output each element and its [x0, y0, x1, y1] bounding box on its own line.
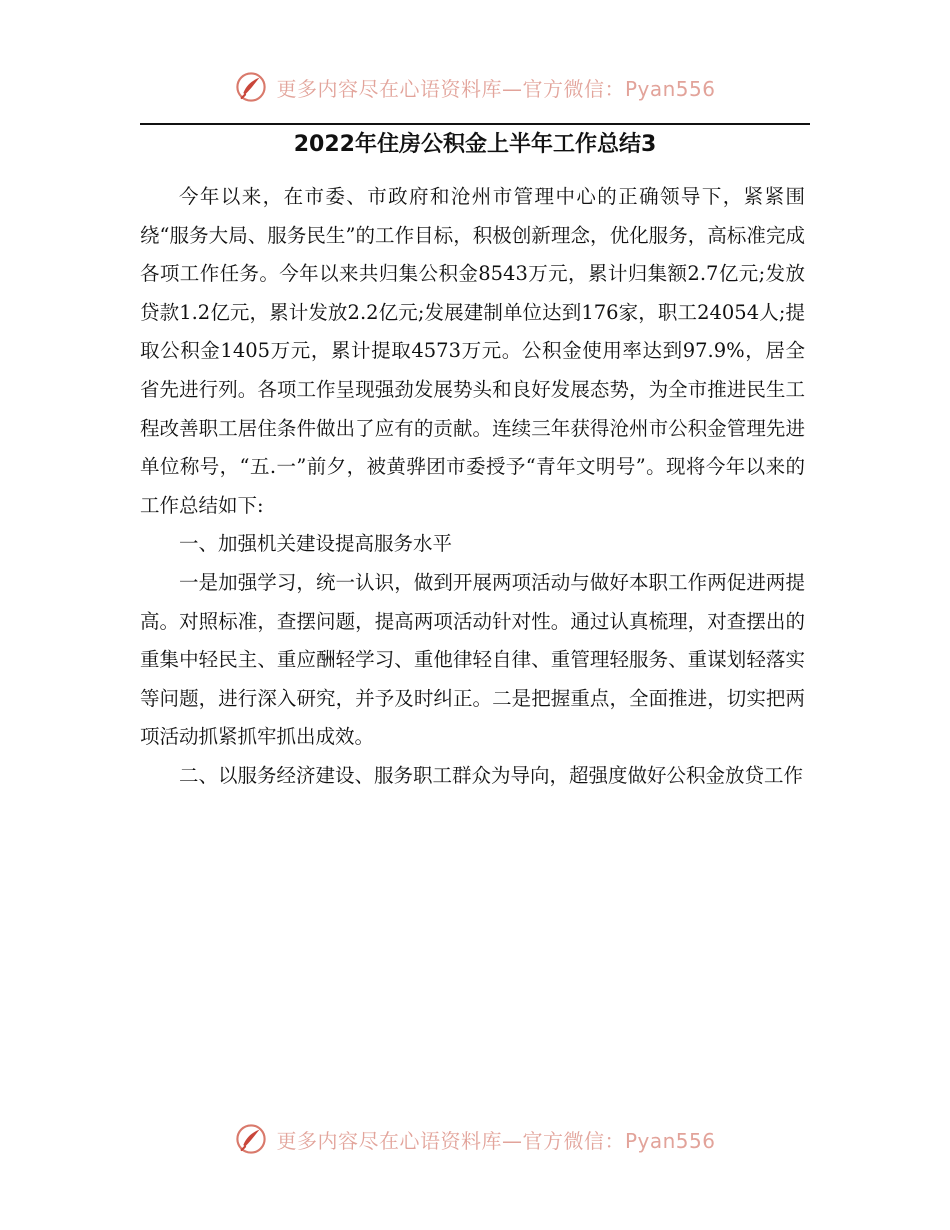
- section-heading-1: 一、加强机关建设提高服务水平: [179, 532, 453, 556]
- section-heading-2: 二、以服务经济建设、服务职工群众为导向，超强度做好公积金放贷工作: [179, 763, 804, 787]
- footer-banner: [0, 1122, 950, 1156]
- header-banner-text: 更多内容尽在心语资料库—官方微信：Pyan556: [276, 76, 716, 101]
- paragraph-intro: 今年以来，在市委、市政府和沧州市管理中心的正确领导下，紧紧围绕“服务大局、服务民生”的工作目标，积极创新理念，优化服务，高标准完成各项工作任务。今年以来共归集公积金8543万元，累计归集额2.7亿元;发放贷款1.2亿元，累计发放2.2亿元;发展建制单位达到176家，职工24054人;提取公积金1405万元，累计提取4573万元。公积金使用率达到97.9%，居全省先进行列。各项工作呈现强劲发展势头和良好发展态势，为全市推进民生工程改善职工居住条件做出了应有的贡献。连续三年获得沧州市公积金管理先进单位称号，“五.一”前夕，被黄骅团市委授予“青年文明号”。现将今年以来的工作总结如下:: [140, 185, 805, 517]
- rose-pen-logo-icon: [234, 70, 268, 104]
- rose-pen-logo-icon: [234, 1122, 268, 1156]
- footer-banner-text: 更多内容尽在心语资料库—官方微信：Pyan556: [276, 1128, 716, 1153]
- header-divider: [140, 123, 810, 125]
- paragraph-section-1: 一是加强学习，统一认识，做到开展两项活动与做好本职工作两促进两提高。对照标准，查摆问题，提高两项活动针对性。通过认真梳理，对查摆出的重集中轻民主、重应酬轻学习、重他律轻自律、重管理轻服务、重谋划轻落实等问题，进行深入研究，并予及时纠正。二是把握重点，全面推进，切实把两项活动抓紧抓牢抓出成效。: [140, 570, 805, 749]
- document-title: 2022年住房公积金上半年工作总结3: [293, 132, 657, 157]
- header-banner: [0, 70, 950, 104]
- document-body: [140, 178, 805, 796]
